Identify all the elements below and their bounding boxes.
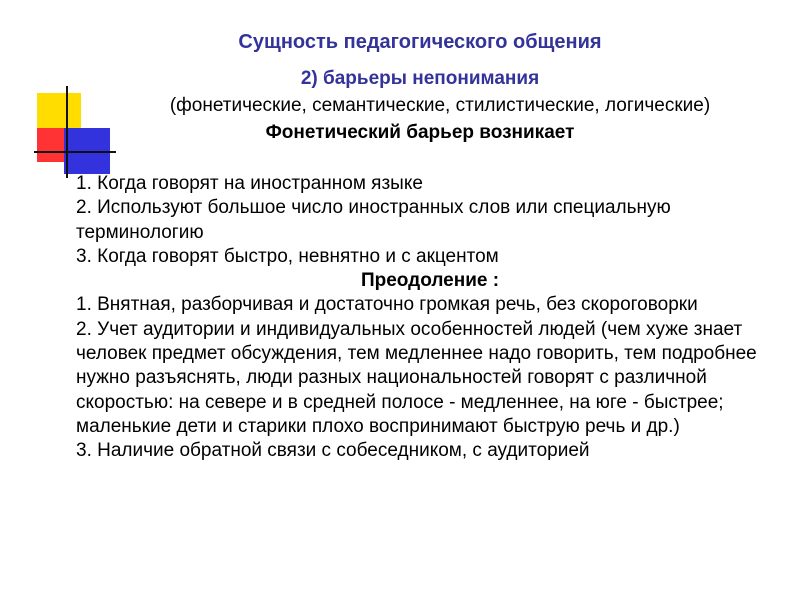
overcoming-heading: Преодоление :: [360, 270, 500, 292]
overcoming-item-3: 3. Наличие обратной связи с собеседником, с аудиторией: [76, 440, 590, 462]
decor-vertical-line: [66, 86, 68, 178]
slide-title: Сущность педагогического общения: [238, 31, 602, 53]
cause-item-1: 1. Когда говорят на иностранном языке: [76, 173, 423, 194]
cause-item-3: 3. Когда говорят быстро, невнятно и с акцентом: [76, 245, 499, 267]
overcoming-item-1: 1. Внятная, разборчивая и достаточно громкая речь, без скороговорки: [76, 294, 698, 316]
slide-body: [76, 172, 776, 464]
phonetic-barrier-heading: Фонетический барьер возникает: [265, 122, 575, 143]
barrier-types: (фонетические, семантические, стилистические, логические): [169, 95, 711, 116]
decor-horizontal-line: [34, 151, 116, 153]
slide-subtitle: 2) барьеры непонимания: [300, 68, 540, 89]
cause-item-2: 2. Используют большое число иностранных слов или специальную терминологию: [76, 197, 671, 243]
overcoming-item-2: 2. Учет аудитории и индивидуальных особенностей людей (чем хуже знает человек предмет обсуждения, тем медленнее надо говорить, тем подробнее нужно разъяснять, люди разных национальностей говорят с различной скоростью: на севере и в средней полосе - медленнее, на юге - быстрее; маленькие дети и старики плохо воспринимают быструю речь и др.): [76, 318, 757, 437]
